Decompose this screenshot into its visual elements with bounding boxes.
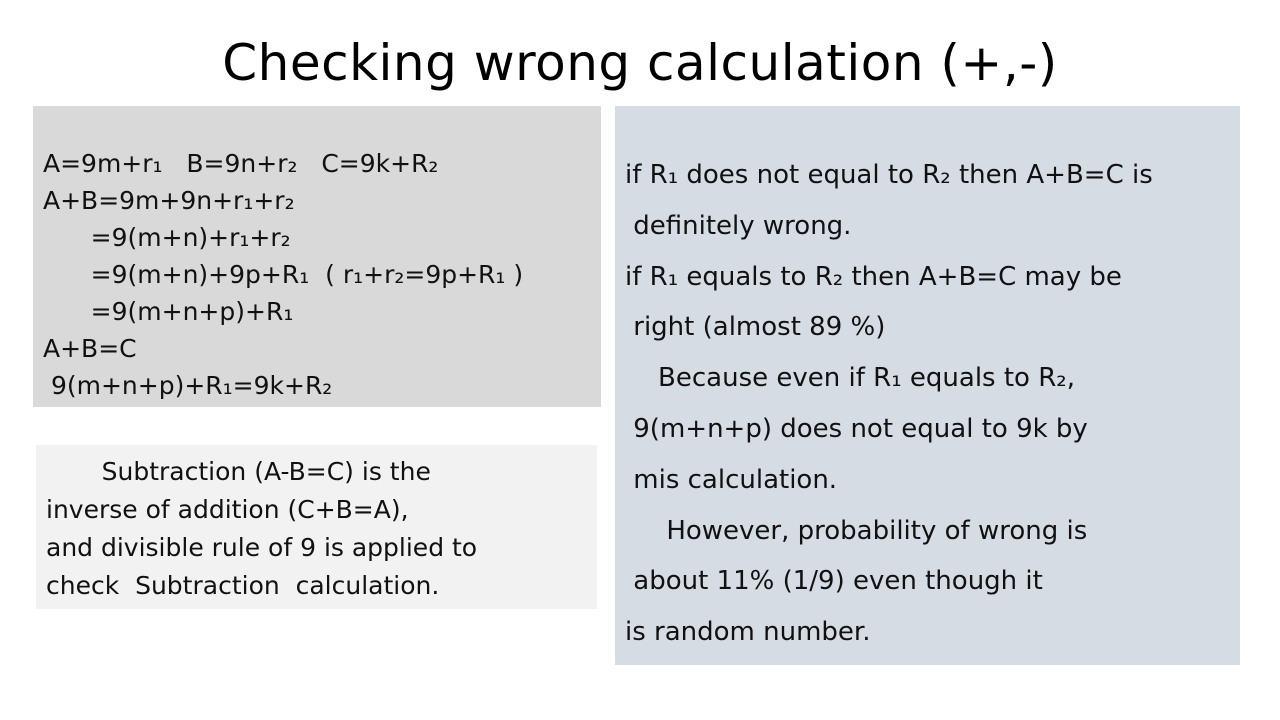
formula-line: 9(m+n+p)+R₁=9k+R₂ (43, 371, 333, 400)
explanation-line: Because even if R₁ equals to R₂, (625, 363, 1075, 394)
explanation-line: if R₁ does not equal to R₂ then A+B=C is (625, 160, 1153, 190)
formula-panel (33, 106, 601, 407)
explanation-line: about 11% (1/9) even though it (625, 566, 1043, 597)
formula-line: =9(m+n+p)+R₁ (43, 297, 294, 326)
note-line: and divisible rule of 9 is applied to (46, 533, 478, 562)
note-line: inverse of addition (C+B=A), (46, 495, 409, 524)
explanation-line: is random number. (625, 617, 871, 648)
explanation-line: definitely wrong. (625, 210, 852, 241)
note-line: Subtraction (A-B=C) is the (46, 457, 431, 486)
explanation-line: mis calculation. (625, 464, 838, 495)
formula-line: A+B=C (43, 334, 137, 363)
slide-title: Checking wrong calculation (+,-) (222, 34, 1058, 92)
formula-line: =9(m+n)+r₁+r₂ (43, 223, 291, 252)
explanation-line: if R₁ equals to R₂ then A+B=C may be (625, 261, 1122, 292)
explanation-line: right (almost 89 %) (625, 312, 886, 343)
explanation-line: 9(m+n+p) does not equal to 9k by (625, 413, 1088, 444)
explanation-line: However, probability of wrong is (625, 515, 1088, 546)
explanation-panel (615, 106, 1240, 665)
note-line: check Subtraction calculation. (46, 571, 440, 600)
formula-line: A=9m+r₁ B=9n+r₂ C=9k+R₂ (43, 149, 439, 178)
subtraction-note-panel (36, 445, 597, 609)
formula-line: A+B=9m+9n+r₁+r₂ (43, 186, 295, 215)
formula-line: =9(m+n)+9p+R₁ ( r₁+r₂=9p+R₁ ) (43, 260, 524, 289)
